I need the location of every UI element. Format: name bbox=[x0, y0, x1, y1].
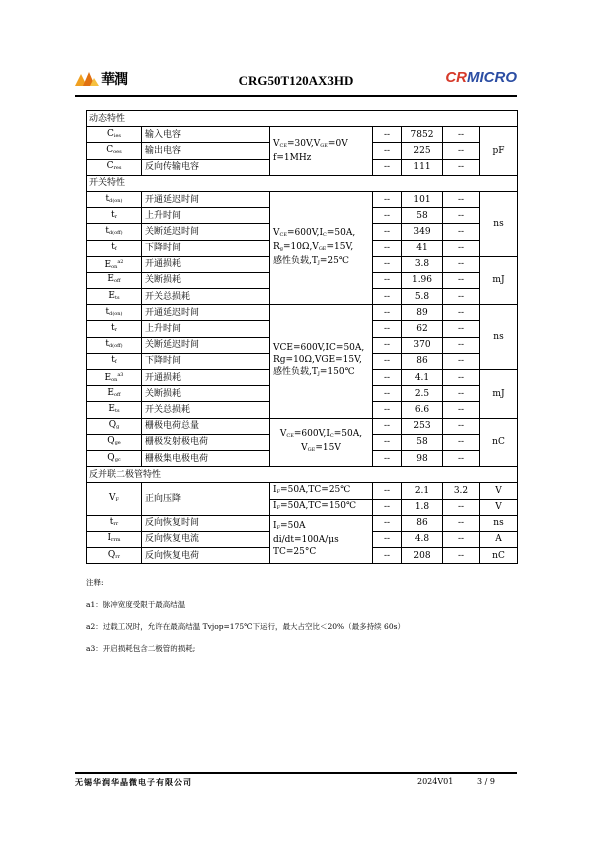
max-value: -- bbox=[443, 272, 480, 288]
min-value: -- bbox=[373, 159, 402, 175]
min-value: -- bbox=[373, 515, 402, 531]
note-a1: a1：脉冲宽度受限于最高结温 bbox=[86, 600, 186, 609]
symbol-cres: $C_{res}$ bbox=[87, 159, 142, 175]
typ-value: 98 bbox=[402, 450, 443, 466]
param-name: 开通延迟时间 bbox=[142, 191, 270, 207]
param-name: 下降时间 bbox=[142, 240, 270, 256]
table-row bbox=[87, 483, 518, 499]
typ-value: 253 bbox=[402, 418, 443, 434]
typ-value: 370 bbox=[402, 337, 443, 353]
max-value: -- bbox=[443, 337, 480, 353]
page-number: 3 / 9 bbox=[477, 777, 495, 786]
typ-value: 86 bbox=[402, 515, 443, 531]
param-name: 输出电容 bbox=[142, 143, 270, 159]
symbol-cell: $t_{d(off)}$ bbox=[87, 337, 142, 353]
footer-version: 2024V01 bbox=[417, 777, 454, 786]
typ-value: 4.1 bbox=[402, 370, 443, 386]
symbol-cell: $E_{off}$ bbox=[87, 272, 142, 288]
symbol-cies: $C_{ies}$ bbox=[87, 127, 142, 143]
param-name: 开通损耗 bbox=[142, 370, 270, 386]
doc-title: CRG50T120AX3HD bbox=[238, 73, 354, 88]
max-value: -- bbox=[443, 515, 480, 531]
note-a2: a2：过载工况时，允许在最高结温 Tvjop=175℃下运行，最大占空比＜20%（最多持续 60s） bbox=[86, 622, 405, 631]
symbol-cell: $t_{d(on)}$ bbox=[87, 191, 142, 207]
symbol-coes: $C_{oes}$ bbox=[87, 143, 142, 159]
min-value: -- bbox=[373, 240, 402, 256]
min-value: -- bbox=[373, 305, 402, 321]
param-name: 上升时间 bbox=[142, 208, 270, 224]
crmicro-logo-rest: MICRO bbox=[467, 69, 517, 86]
min-value: -- bbox=[373, 370, 402, 386]
max-value: -- bbox=[443, 127, 480, 143]
company-logo-text: 華潤 bbox=[101, 72, 127, 88]
param-name: 开通延迟时间 bbox=[142, 305, 270, 321]
section-title-dynamic: 动态特性 bbox=[87, 111, 518, 127]
header-rule bbox=[75, 95, 517, 97]
min-value: -- bbox=[373, 191, 402, 207]
min-value: -- bbox=[373, 321, 402, 337]
param-name: 输入电容 bbox=[142, 127, 270, 143]
max-value: -- bbox=[443, 159, 480, 175]
symbol-cell: $t_{rr}$ bbox=[87, 515, 142, 531]
max-value: -- bbox=[443, 208, 480, 224]
typ-value: 2.5 bbox=[402, 386, 443, 402]
vf-condition: $I_F=50A,TC=150℃$ bbox=[270, 499, 373, 515]
symbol-cell: $E_{on}^{a3}$ bbox=[87, 370, 142, 386]
typ-value: 111 bbox=[402, 159, 443, 175]
sw2-condition: VCE=600V,IC=50A, Rg=10Ω,VGE=15V, 感性负载$,T_J=150℃$ bbox=[270, 305, 373, 418]
typ-value: 101 bbox=[402, 191, 443, 207]
symbol-cell: $Q_g$ bbox=[87, 418, 142, 434]
page-header bbox=[75, 65, 517, 95]
table-row bbox=[87, 127, 518, 143]
param-name: 反向传输电容 bbox=[142, 159, 270, 175]
symbol-vf: $V_F$ bbox=[87, 483, 142, 515]
max-value: -- bbox=[443, 402, 480, 418]
symbol-cell: $Q_{ge}$ bbox=[87, 434, 142, 450]
param-name: 反向恢复时间 bbox=[142, 515, 270, 531]
symbol-cell: $t_f$ bbox=[87, 353, 142, 369]
max-value: -- bbox=[443, 450, 480, 466]
typ-value: 7852 bbox=[402, 127, 443, 143]
unit-cell: ns bbox=[480, 305, 518, 370]
unit-cell: nC bbox=[480, 548, 518, 564]
table-row bbox=[87, 418, 518, 434]
min-value: -- bbox=[373, 224, 402, 240]
param-name: 反向恢复电流 bbox=[142, 531, 270, 547]
section-title-diode: 反并联二极管特性 bbox=[87, 467, 518, 483]
max-value: -- bbox=[443, 531, 480, 547]
max-value: -- bbox=[443, 143, 480, 159]
min-value: -- bbox=[373, 337, 402, 353]
symbol-cell: $t_r$ bbox=[87, 321, 142, 337]
unit-cell: A bbox=[480, 531, 518, 547]
min-value: -- bbox=[373, 434, 402, 450]
typ-value: 4.8 bbox=[402, 531, 443, 547]
symbol-cell: $Q_{rr}$ bbox=[87, 548, 142, 564]
section-title-switching: 开关特性 bbox=[87, 175, 518, 191]
rr-condition: $I_F=50A$ di/dt=100A/μs TC=25°C bbox=[270, 515, 373, 564]
max-value: -- bbox=[443, 418, 480, 434]
footer-company: 无锡华润华晶微电子有限公司 bbox=[75, 778, 192, 787]
min-value: -- bbox=[373, 289, 402, 305]
max-value: 3.2 bbox=[443, 483, 480, 499]
param-name: 上升时间 bbox=[142, 321, 270, 337]
min-value: -- bbox=[373, 386, 402, 402]
crmicro-logo-cr: CR bbox=[445, 69, 467, 86]
spec-table bbox=[86, 110, 518, 564]
min-value: -- bbox=[373, 450, 402, 466]
param-name: 正向压降 bbox=[142, 483, 270, 515]
min-value: -- bbox=[373, 402, 402, 418]
min-value: -- bbox=[373, 272, 402, 288]
typ-value: 58 bbox=[402, 434, 443, 450]
param-name: 关断损耗 bbox=[142, 386, 270, 402]
typ-value: 86 bbox=[402, 353, 443, 369]
footer-rule bbox=[75, 772, 517, 774]
typ-value: 3.8 bbox=[402, 256, 443, 272]
symbol-cell: $t_{d(on)}$ bbox=[87, 305, 142, 321]
max-value: -- bbox=[443, 305, 480, 321]
table-row bbox=[87, 515, 518, 531]
table-row bbox=[87, 191, 518, 207]
unit-cell: ns bbox=[480, 515, 518, 531]
min-value: -- bbox=[373, 127, 402, 143]
sw1-condition: $V_{CE}=600V,I_C=50A$, $R_g=10\Omega,V_{GE}=15V$, 感性负载$,T_J=25℃$ bbox=[270, 191, 373, 304]
typ-value: 62 bbox=[402, 321, 443, 337]
unit-cell: mJ bbox=[480, 256, 518, 305]
max-value: -- bbox=[443, 353, 480, 369]
param-name: 开关总损耗 bbox=[142, 289, 270, 305]
typ-value: 1.8 bbox=[402, 499, 443, 515]
section-row-dynamic bbox=[87, 111, 518, 127]
unit-cell: nC bbox=[480, 418, 518, 467]
notes-section bbox=[86, 578, 405, 666]
typ-value: 89 bbox=[402, 305, 443, 321]
max-value: -- bbox=[443, 256, 480, 272]
param-name: 关断延迟时间 bbox=[142, 337, 270, 353]
param-name: 栅极发射极电荷 bbox=[142, 434, 270, 450]
typ-value: 5.8 bbox=[402, 289, 443, 305]
param-name: 开关总损耗 bbox=[142, 402, 270, 418]
max-value: -- bbox=[443, 240, 480, 256]
unit-cell: mJ bbox=[480, 370, 518, 419]
min-value: -- bbox=[373, 143, 402, 159]
section-row-switching bbox=[87, 175, 518, 191]
typ-value: 1.96 bbox=[402, 272, 443, 288]
param-name: 关断延迟时间 bbox=[142, 224, 270, 240]
max-value: -- bbox=[443, 370, 480, 386]
typ-value: 225 bbox=[402, 143, 443, 159]
symbol-cell: $E_{off}$ bbox=[87, 386, 142, 402]
typ-value: 58 bbox=[402, 208, 443, 224]
unit-cell: V bbox=[480, 483, 518, 499]
param-name: 下降时间 bbox=[142, 353, 270, 369]
unit-cell: pF bbox=[480, 127, 518, 176]
symbol-cell: $t_r$ bbox=[87, 208, 142, 224]
min-value: -- bbox=[373, 499, 402, 515]
param-name: 关断损耗 bbox=[142, 272, 270, 288]
symbol-cell: $E_{on}^{a2}$ bbox=[87, 256, 142, 272]
cap-condition: $V_{CE}=30V,V_{GE}=0V$ f=1MHz bbox=[270, 127, 373, 176]
typ-value: 6.6 bbox=[402, 402, 443, 418]
notes-title: 注释: bbox=[86, 578, 104, 587]
note-a3: a3：开启损耗包含二极管的损耗; bbox=[86, 644, 196, 653]
vf-condition: $I_F=50A,TC=25℃$ bbox=[270, 483, 373, 499]
max-value: -- bbox=[443, 191, 480, 207]
max-value: -- bbox=[443, 289, 480, 305]
symbol-cell: $Q_{gc}$ bbox=[87, 450, 142, 466]
symbol-cell: $I_{rrm}$ bbox=[87, 531, 142, 547]
param-name: 反向恢复电荷 bbox=[142, 548, 270, 564]
min-value: -- bbox=[373, 483, 402, 499]
max-value: -- bbox=[443, 224, 480, 240]
crmicro-logo bbox=[445, 69, 517, 86]
gate-condition: $V_{CE}=600V,I_C=50A$, $V_{GE}=15V$ bbox=[270, 418, 373, 467]
typ-value: 208 bbox=[402, 548, 443, 564]
param-name: 开通损耗 bbox=[142, 256, 270, 272]
max-value: -- bbox=[443, 434, 480, 450]
symbol-cell: $t_{d(off)}$ bbox=[87, 224, 142, 240]
symbol-cell: $E_{ts}$ bbox=[87, 289, 142, 305]
symbol-cell: $E_{ts}$ bbox=[87, 402, 142, 418]
max-value: -- bbox=[443, 321, 480, 337]
min-value: -- bbox=[373, 531, 402, 547]
min-value: -- bbox=[373, 548, 402, 564]
max-value: -- bbox=[443, 499, 480, 515]
min-value: -- bbox=[373, 353, 402, 369]
min-value: -- bbox=[373, 418, 402, 434]
table-row bbox=[87, 305, 518, 321]
param-name: 栅极电荷总量 bbox=[142, 418, 270, 434]
min-value: -- bbox=[373, 256, 402, 272]
typ-value: 349 bbox=[402, 224, 443, 240]
param-name: 栅极集电极电荷 bbox=[142, 450, 270, 466]
typ-value: 41 bbox=[402, 240, 443, 256]
min-value: -- bbox=[373, 208, 402, 224]
unit-cell: ns bbox=[480, 191, 518, 256]
unit-cell: V bbox=[480, 499, 518, 515]
typ-value: 2.1 bbox=[402, 483, 443, 499]
max-value: -- bbox=[443, 386, 480, 402]
section-row-diode bbox=[87, 467, 518, 483]
symbol-cell: $t_f$ bbox=[87, 240, 142, 256]
max-value: -- bbox=[443, 548, 480, 564]
